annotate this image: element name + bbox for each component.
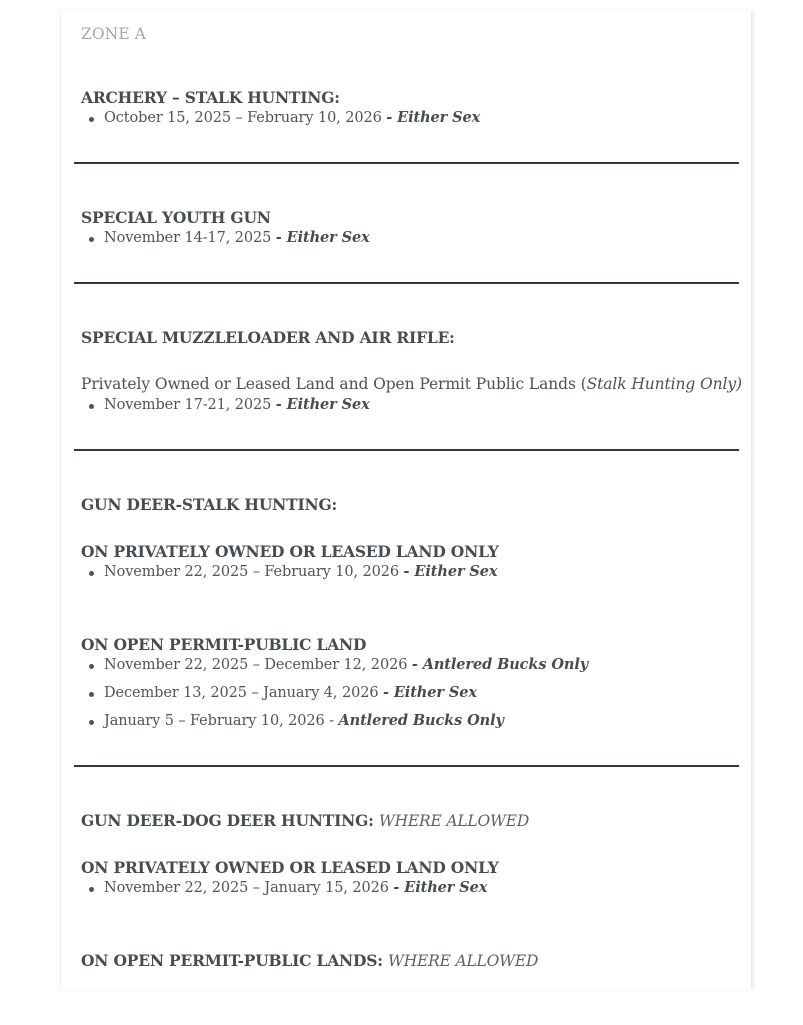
gun-dog-heading-text: GUN DEER-DOG DEER HUNTING:: [81, 811, 379, 830]
gun-dog-public-heading-text: ON OPEN PERMIT-PUBLIC LANDS:: [81, 951, 388, 970]
sex-tag: - Either Sex: [382, 684, 477, 701]
date-range: November 22, 2025 – January 15, 2026: [104, 880, 394, 896]
gun-dog-public-heading-note: WHERE ALLOWED: [387, 952, 539, 970]
sex-tag: - Antlered Bucks Only: [411, 656, 589, 673]
section-divider: [74, 282, 739, 284]
sex-tag: - Either Sex: [275, 229, 370, 246]
gun-dog-heading-note: WHERE ALLOWED: [378, 812, 530, 830]
section-divider: [74, 162, 739, 164]
sex-tag: - Either Sex: [386, 109, 481, 126]
gun-stalk-public-date-item-3: [104, 712, 504, 729]
archery-date-item: [104, 109, 480, 126]
youth-gun-heading: SPECIAL YOUTH GUN: [81, 208, 271, 227]
gun-dog-heading: [81, 811, 529, 830]
section-divider: [74, 765, 739, 767]
season-card: [60, 10, 751, 990]
muzzleloader-date-item: [104, 396, 370, 413]
date-range: November 17-21, 2025: [104, 397, 276, 413]
zone-label: ZONE A: [81, 25, 147, 43]
gun-dog-private-date-item: [104, 879, 487, 896]
gun-stalk-private-heading: ON PRIVATELY OWNED OR LEASED LAND ONLY: [81, 542, 499, 561]
gun-dog-public-heading: [81, 951, 538, 970]
land-note-italic: Stalk Hunting Only): [586, 375, 742, 393]
date-range: November 22, 2025 – December 12, 2026: [104, 657, 412, 673]
date-range: November 22, 2025 – February 10, 2026: [104, 564, 404, 580]
date-range: January 5 – February 10, 2026 -: [104, 713, 339, 729]
youth-date-item: [104, 229, 370, 246]
gun-stalk-private-date-item: [104, 563, 497, 580]
gun-dog-private-heading: ON PRIVATELY OWNED OR LEASED LAND ONLY: [81, 858, 499, 877]
gun-stalk-public-date-item-1: [104, 656, 588, 673]
sex-tag: - Either Sex: [275, 396, 370, 413]
gun-stalk-heading: GUN DEER-STALK HUNTING:: [81, 495, 338, 514]
gun-stalk-public-date-item-2: [104, 684, 477, 701]
muzzleloader-land-note: [81, 375, 742, 393]
sex-tag: - Either Sex: [403, 563, 498, 580]
archery-heading: ARCHERY – STALK HUNTING:: [81, 88, 340, 107]
date-range: November 14-17, 2025: [104, 230, 276, 246]
sex-tag: Antlered Bucks Only: [338, 712, 504, 729]
date-range: October 15, 2025 – February 10, 2026: [104, 110, 387, 126]
muzzleloader-heading: SPECIAL MUZZLELOADER AND AIR RIFLE:: [81, 328, 455, 347]
sex-tag: - Either Sex: [393, 879, 488, 896]
date-range: December 13, 2025 – January 4, 2026: [104, 685, 383, 701]
section-divider: [74, 449, 739, 451]
gun-stalk-public-heading: ON OPEN PERMIT-PUBLIC LAND: [81, 635, 367, 654]
land-note-text: Privately Owned or Leased Land and Open Permit Public Lands (: [81, 375, 587, 393]
